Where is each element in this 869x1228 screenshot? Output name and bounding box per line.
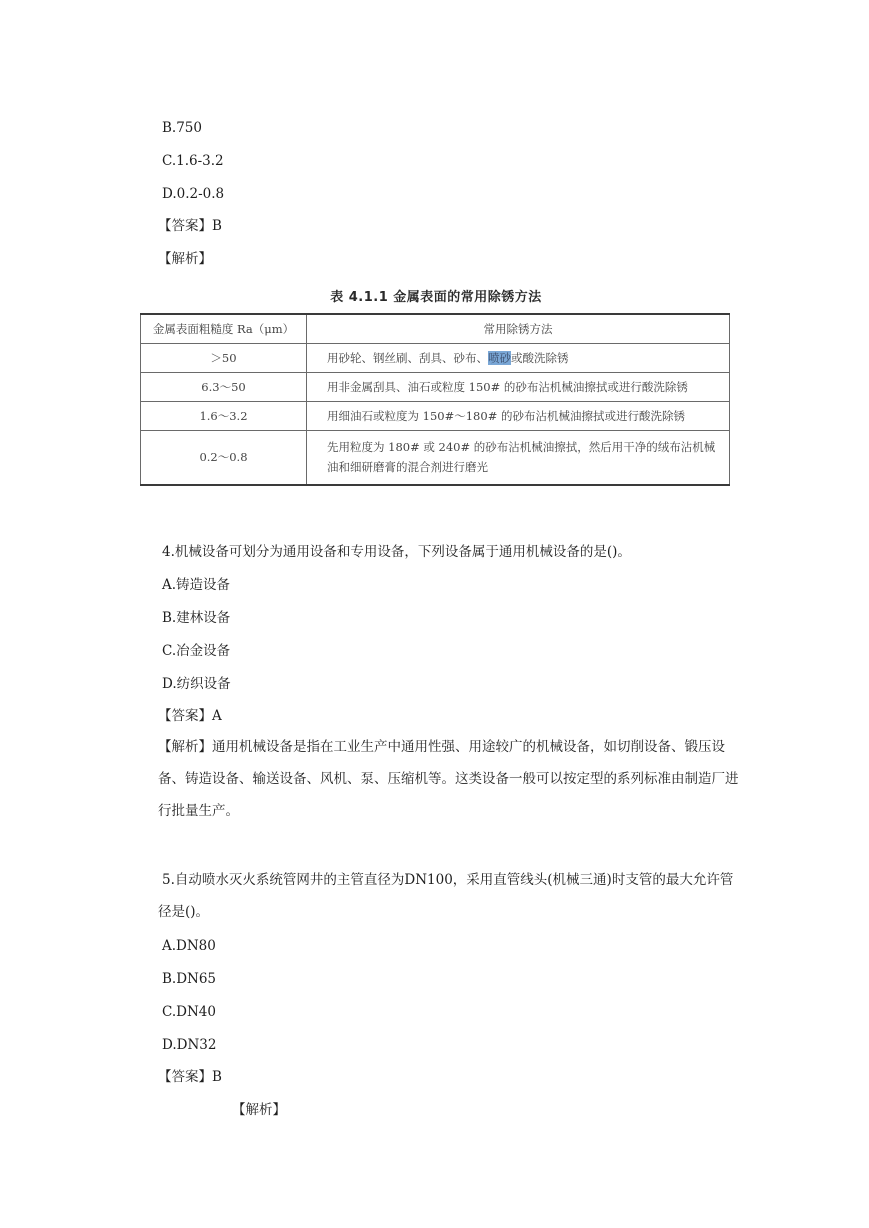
table-cell-ra: 0.2～0.8: [141, 431, 307, 485]
q4-question: 4.机械设备可划分为通用设备和专用设备，下列设备属于通用机械设备的是()。: [162, 544, 631, 560]
table-header-ra: 金属表面粗糙度 Ra（μm）: [141, 314, 307, 344]
table-header-method: 常用除锈方法: [307, 314, 730, 344]
q5-answer: 【答案】B: [158, 1069, 222, 1085]
q5-option-a: A.DN80: [162, 938, 216, 954]
table-row: [141, 373, 730, 402]
q5-analysis-label: 【解析】: [232, 1102, 286, 1118]
table-header-row: [141, 314, 730, 344]
q3-option-b: B.750: [162, 120, 202, 136]
method-text: 或酸洗除锈: [511, 351, 569, 365]
q3-answer: 【答案】B: [158, 218, 222, 234]
q4-analysis: 【解析】通用机械设备是指在工业生产中通用性强、用途较广的机械设备，如切削设备、锻压设备、铸造设备、输送设备、风机、泵、压缩机等。这类设备一般可以按定型的系列标准由制造厂进行批量生产。: [158, 739, 739, 819]
q3-analysis-label: 【解析】: [158, 251, 212, 267]
highlighted-text: 喷砂: [488, 351, 511, 365]
q4-option-d: D.纺织设备: [162, 676, 231, 692]
q5-question: 5.自动喷水灭火系统管网井的主管直径为DN100，采用直管线头(机械三通)时支管的最大允许管径是()。: [158, 872, 734, 920]
q4-option-a: A.铸造设备: [162, 577, 231, 593]
q4-option-c: C.冶金设备: [162, 643, 231, 659]
table-row: [141, 344, 730, 373]
q5-option-c: C.DN40: [162, 1004, 216, 1020]
q5-option-d: D.DN32: [162, 1037, 217, 1053]
q4-answer: 【答案】A: [158, 708, 222, 724]
q3-option-c: C.1.6-3.2: [162, 153, 224, 169]
table-cell-method: 先用粒度为 180# 或 240# 的砂布沾机械油擦拭，然后用干净的绒布沾机械油和细研磨膏的混合剂进行磨光: [307, 431, 730, 485]
table-cell-ra: 1.6～3.2: [141, 402, 307, 431]
table-cell-ra: 6.3～50: [141, 373, 307, 402]
table-row: [141, 402, 730, 431]
method-text: 用砂轮、钢丝刷、刮具、砂布、: [327, 351, 488, 365]
q4-option-b: B.建林设备: [162, 610, 231, 626]
q3-option-d: D.0.2-0.8: [162, 186, 225, 202]
rust-removal-table: [140, 313, 730, 486]
table-cell-ra: ＞50: [141, 344, 307, 373]
table-title: 表 4.1.1 金属表面的常用除锈方法: [330, 290, 542, 305]
table-cell-method: 用细油石或粒度为 150#～180# 的砂布沾机械油擦拭或进行酸洗除锈: [307, 402, 730, 431]
q5-option-b: B.DN65: [162, 971, 217, 987]
table-cell-method: 用非金属刮具、油石或粒度 150# 的砂布沾机械油擦拭或进行酸洗除锈: [307, 373, 730, 402]
table-cell-method: [307, 344, 730, 373]
table-row: [141, 431, 730, 485]
